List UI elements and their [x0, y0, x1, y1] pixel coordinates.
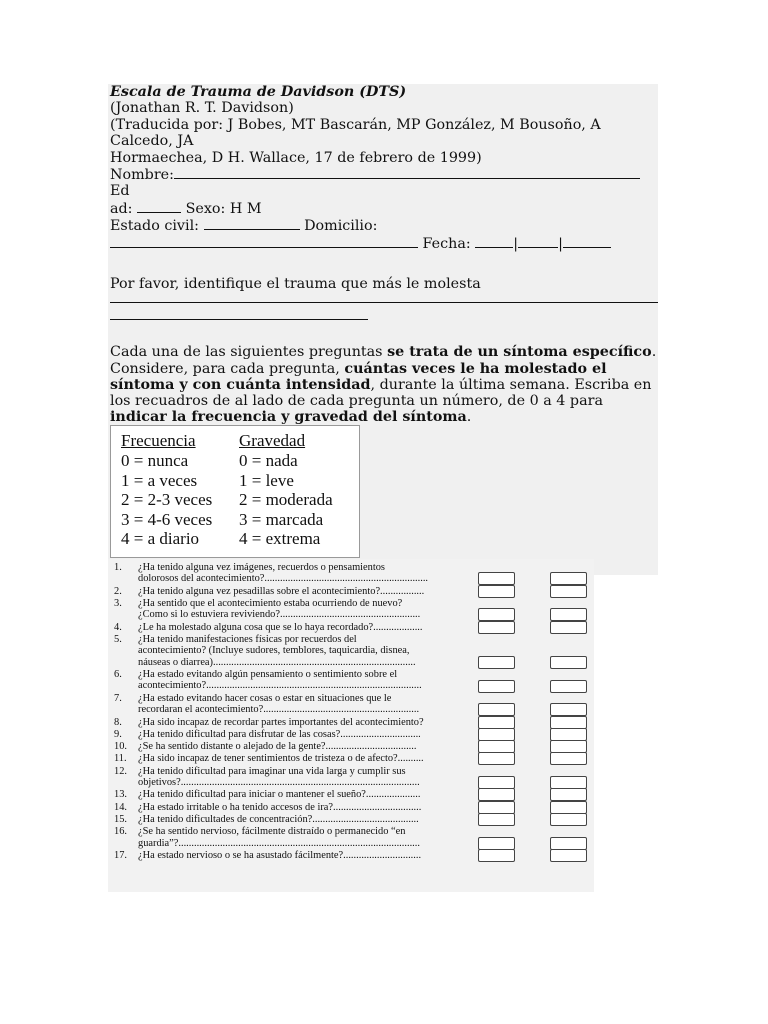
age-field[interactable] [137, 200, 181, 213]
frequency-answer-box[interactable] [478, 703, 515, 716]
question-item [114, 766, 474, 789]
question-item [114, 789, 474, 800]
trauma-line-2[interactable] [110, 303, 368, 320]
question-text: ¿Ha estado evitando hacer cosas o estar en situaciones que le [138, 692, 392, 704]
date-year-field[interactable] [563, 235, 611, 248]
frequency-item: 4 = a diario [121, 529, 200, 549]
frequency-answer-box[interactable] [478, 680, 515, 693]
form-author: (Jonathan R. T. Davidson) [110, 100, 294, 117]
instructions-text: . Considere, para cada pregunta, [110, 344, 657, 377]
question-text: ¿Ha estado irritable o ha tenido accesos de ira?.................................. [138, 801, 422, 813]
severity-answer-box[interactable] [550, 837, 587, 850]
question-item [114, 802, 474, 813]
severity-title: Gravedad [239, 431, 306, 451]
trauma-prompt: Por favor, identifique el trauma que más le molesta [110, 276, 481, 293]
severity-answer-box[interactable] [550, 849, 587, 862]
instructions-text: . [466, 409, 472, 426]
question-text: ¿Se ha sentido nervioso, fácilmente distraído o permanecido “en [138, 826, 406, 838]
severity-answer-box[interactable] [550, 801, 587, 814]
date-separator: | [558, 235, 563, 252]
age-label-part1: Ed [110, 183, 130, 200]
severity-answer-box[interactable] [550, 680, 587, 693]
trauma-line-1[interactable] [110, 292, 658, 303]
frequency-answer-box[interactable] [478, 837, 515, 850]
question-number: 17. [114, 850, 127, 861]
frequency-answer-box[interactable] [478, 728, 515, 741]
translation-credit-2: Hormaechea, D H. Wallace, 17 de febrero de 1999) [110, 149, 482, 166]
question-item [114, 729, 474, 740]
legend-area [110, 425, 658, 575]
severity-answer-box[interactable] [550, 716, 587, 729]
question-number: 5. [114, 634, 122, 645]
question-item [114, 598, 474, 621]
frequency-answer-box[interactable] [478, 849, 515, 862]
severity-answer-box[interactable] [550, 585, 587, 598]
instructions-text: , durante la última semana. Escriba en los recuadros de al lado de cada pregunta un número, de 0 a 4 para [110, 376, 652, 410]
questions-table [108, 559, 594, 892]
question-item [114, 717, 474, 728]
question-text: acontecimiento? (Incluye sudores, temblores, taquicardia, disnea, [138, 645, 410, 657]
question-text: náuseas o diarrea).............................................................................. [138, 656, 416, 668]
question-text: dolorosos del acontecimiento?............................................................... [138, 573, 429, 585]
frequency-answer-box[interactable] [478, 740, 515, 753]
question-text: acontecimiento?................................................................................... [138, 680, 422, 692]
frequency-column [121, 431, 212, 549]
question-text: ¿Ha sentido que el acontecimiento estaba ocurriendo de nuevo? [138, 598, 403, 609]
question-text: ¿Ha tenido dificultad para disfrutar de las cosas?............................... [138, 728, 421, 740]
question-number: 6. [114, 669, 122, 681]
question-text: ¿Ha estado nervioso o se ha asustado fácilmente?.............................. [138, 850, 422, 861]
severity-answer-box[interactable] [550, 740, 587, 753]
question-number: 10. [114, 741, 127, 753]
question-text: ¿Ha tenido dificultades de concentración?......................................... [138, 814, 419, 825]
question-item [114, 669, 474, 692]
question-text: ¿Le ha molestado alguna cosa que se lo haya recordado?................... [138, 621, 423, 633]
question-text: ¿Ha sido incapaz de recordar partes importantes del acontecimiento? [138, 716, 424, 728]
form-header [108, 84, 658, 575]
question-number: 15. [114, 814, 127, 825]
instructions [110, 344, 658, 425]
frequency-answer-box[interactable] [478, 788, 515, 801]
question-text: ¿Como si lo estuviera reviviendo?...................................................... [138, 609, 421, 621]
date-month-field[interactable] [518, 235, 558, 248]
frequency-answer-box[interactable] [478, 801, 515, 814]
frequency-item: 0 = nunca [121, 451, 189, 471]
name-field[interactable] [174, 166, 640, 179]
question-text: ¿Ha tenido alguna vez imágenes, recuerdos o pensamientos [138, 562, 385, 573]
question-item [114, 586, 474, 597]
frequency-item: 3 = 4-6 veces [121, 509, 213, 529]
form-page [108, 84, 658, 575]
question-text: ¿Ha tenido dificultad para iniciar o mantener el sueño?..................... [138, 789, 421, 801]
question-item [114, 741, 474, 752]
question-number: 7. [114, 692, 122, 704]
question-item [114, 634, 474, 668]
severity-answer-box[interactable] [550, 621, 587, 634]
frequency-item: 1 = a veces [121, 470, 198, 490]
severity-item: 2 = moderada [239, 490, 333, 510]
frequency-answer-box[interactable] [478, 752, 515, 765]
question-item [114, 814, 474, 825]
instructions-text: Cada una de las siguientes preguntas [110, 344, 388, 361]
question-number: 4. [114, 621, 122, 633]
frequency-answer-box[interactable] [478, 608, 515, 621]
question-number: 13. [114, 789, 127, 801]
question-item [114, 562, 474, 585]
severity-item: 0 = nada [239, 451, 298, 471]
severity-answer-box[interactable] [550, 813, 587, 826]
severity-item: 4 = extrema [239, 529, 321, 549]
question-number: 12. [114, 765, 127, 777]
address-date-row [110, 235, 658, 252]
question-text: ¿Ha tenido dificultad para imaginar una vida larga y cumplir sus [138, 765, 406, 777]
frequency-answer-box[interactable] [478, 776, 515, 789]
severity-column [239, 431, 333, 549]
severity-answer-box[interactable] [550, 728, 587, 741]
question-text: ¿Ha tenido manifestaciones físicas por recuerdos del [138, 634, 357, 645]
question-number: 2. [114, 585, 122, 597]
question-number: 16. [114, 826, 127, 838]
translation-credit-1: (Traducida por: J Bobes, MT Bascarán, MP González, M Bousoño, A Calcedo, JA [110, 116, 601, 150]
frequency-answer-box[interactable] [478, 621, 515, 634]
date-day-field[interactable] [475, 235, 513, 248]
date-label: Fecha: [422, 235, 471, 252]
severity-item: 3 = marcada [239, 509, 324, 529]
question-item [114, 753, 474, 764]
question-text: ¿Ha estado evitando algún pensamiento o sentimiento sobre el [138, 669, 398, 681]
civil-status-row [110, 217, 658, 234]
instructions-bold: indicar la frecuencia y gravedad del síntoma [110, 409, 467, 426]
frequency-answer-box[interactable] [478, 716, 515, 729]
age-sex-row [110, 200, 658, 217]
frequency-answer-box[interactable] [478, 813, 515, 826]
severity-item: 1 = leve [239, 470, 294, 490]
date-separator: | [513, 235, 519, 252]
question-item [114, 850, 474, 861]
frequency-answer-box[interactable] [478, 572, 515, 585]
civil-status-label: Estado civil: [110, 218, 199, 235]
question-number: 8. [114, 716, 122, 728]
age-label-part2: ad: [110, 200, 133, 217]
frequency-answer-box[interactable] [478, 656, 515, 669]
severity-answer-box[interactable] [550, 608, 587, 621]
instructions-bold: cuántas veces le ha molestado el síntoma y con cuánta intensidad [110, 360, 607, 393]
sex-label: Sexo: H M [185, 200, 262, 217]
question-text: recordaran el acontecimiento?............................................................ [138, 704, 420, 716]
severity-answer-box[interactable] [550, 752, 587, 765]
name-label: Nombre: [110, 167, 174, 184]
address-label: Domicilio: [304, 218, 378, 235]
question-number: 14. [114, 801, 127, 813]
frequency-answer-box[interactable] [478, 585, 515, 598]
severity-answer-box[interactable] [550, 776, 587, 789]
question-text: objetivos?............................................................................................ [138, 777, 420, 789]
severity-answer-box[interactable] [550, 572, 587, 585]
question-number: 11. [114, 753, 127, 765]
question-item [114, 622, 474, 633]
civil-status-field[interactable] [204, 217, 300, 230]
form-title: Escala de Trauma de Davidson (DTS) [110, 84, 407, 100]
name-row [110, 166, 658, 200]
severity-answer-box[interactable] [550, 788, 587, 801]
frequency-title: Frecuencia [121, 431, 196, 451]
address-field[interactable] [110, 235, 418, 248]
instructions-bold: se trata de un síntoma específico [387, 344, 652, 361]
question-text: ¿Se ha sentido distante o alejado de la gente?................................... [138, 741, 417, 753]
scale-legend [110, 425, 360, 558]
question-text: guardia”?............................................................................................. [138, 837, 420, 849]
severity-answer-box[interactable] [550, 656, 587, 669]
question-number: 1. [114, 562, 122, 573]
question-item [114, 826, 474, 849]
question-text: ¿Ha tenido alguna vez pesadillas sobre el acontecimiento?................. [138, 585, 425, 597]
question-number: 3. [114, 598, 122, 609]
question-text: ¿Ha sido incapaz de tener sentimientos de tristeza o de afecto?.......... [138, 753, 424, 765]
question-item [114, 693, 474, 716]
question-number: 9. [114, 728, 122, 740]
severity-answer-box[interactable] [550, 703, 587, 716]
frequency-item: 2 = 2-3 veces [121, 490, 213, 510]
